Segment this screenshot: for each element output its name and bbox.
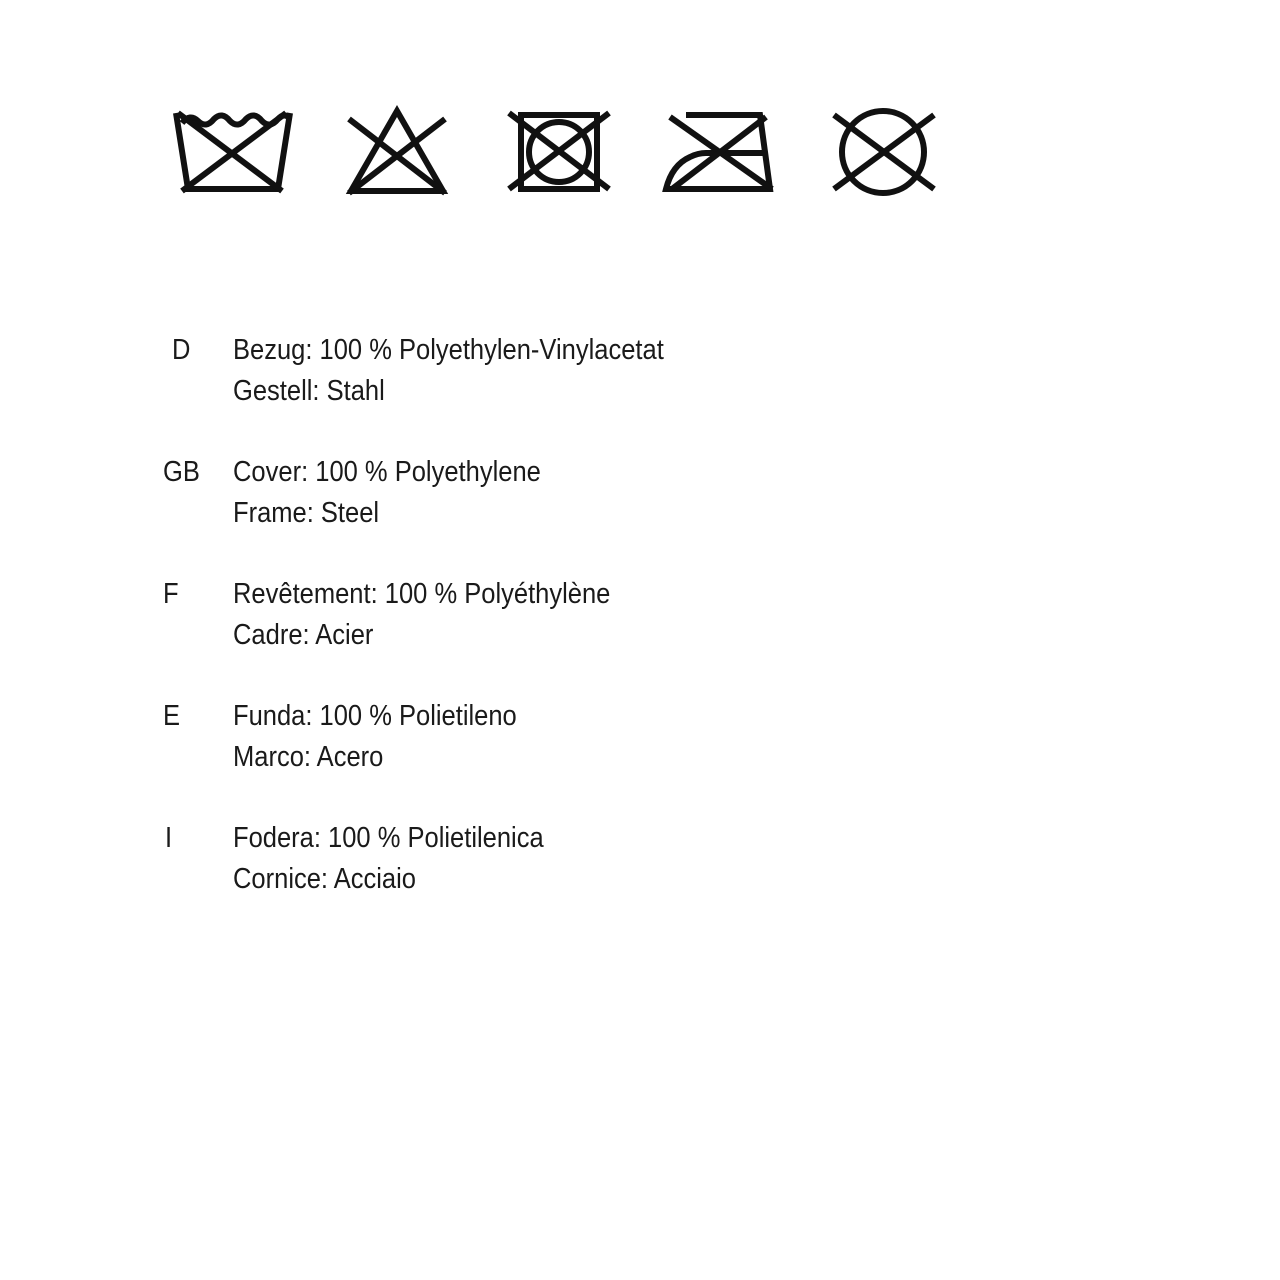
language-code: GB xyxy=(163,456,200,488)
material-composition-list xyxy=(163,330,1063,940)
cover-material: Fodera: 100 % Polietilenica xyxy=(233,822,544,854)
do-not-dry-clean-icon xyxy=(830,105,940,200)
do-not-tumble-dry-icon xyxy=(507,105,612,195)
material-entry-it xyxy=(163,818,1063,940)
language-code: F xyxy=(163,578,179,610)
do-not-bleach-icon xyxy=(345,105,450,195)
frame-material: Cornice: Acciaio xyxy=(233,863,416,895)
material-entry-es xyxy=(163,696,1063,818)
cover-material: Funda: 100 % Polietileno xyxy=(233,700,517,732)
cover-material: Cover: 100 % Polyethylene xyxy=(233,456,541,488)
cover-material: Revêtement: 100 % Polyéthylène xyxy=(233,578,611,610)
material-entry-fr xyxy=(163,574,1063,696)
care-symbols-row xyxy=(170,105,950,205)
cover-material: Bezug: 100 % Polyethylen-Vinylacetat xyxy=(233,334,664,366)
language-code: E xyxy=(163,700,181,732)
language-code: D xyxy=(172,334,191,366)
material-entry-gb xyxy=(163,452,1063,574)
material-entry-de xyxy=(163,330,1063,452)
frame-material: Gestell: Stahl xyxy=(233,375,385,407)
frame-material: Frame: Steel xyxy=(233,497,380,529)
frame-material: Marco: Acero xyxy=(233,741,384,773)
language-code: I xyxy=(165,822,173,854)
do-not-iron-icon xyxy=(662,105,782,195)
frame-material: Cadre: Acier xyxy=(233,619,374,651)
do-not-wash-icon xyxy=(170,105,295,195)
